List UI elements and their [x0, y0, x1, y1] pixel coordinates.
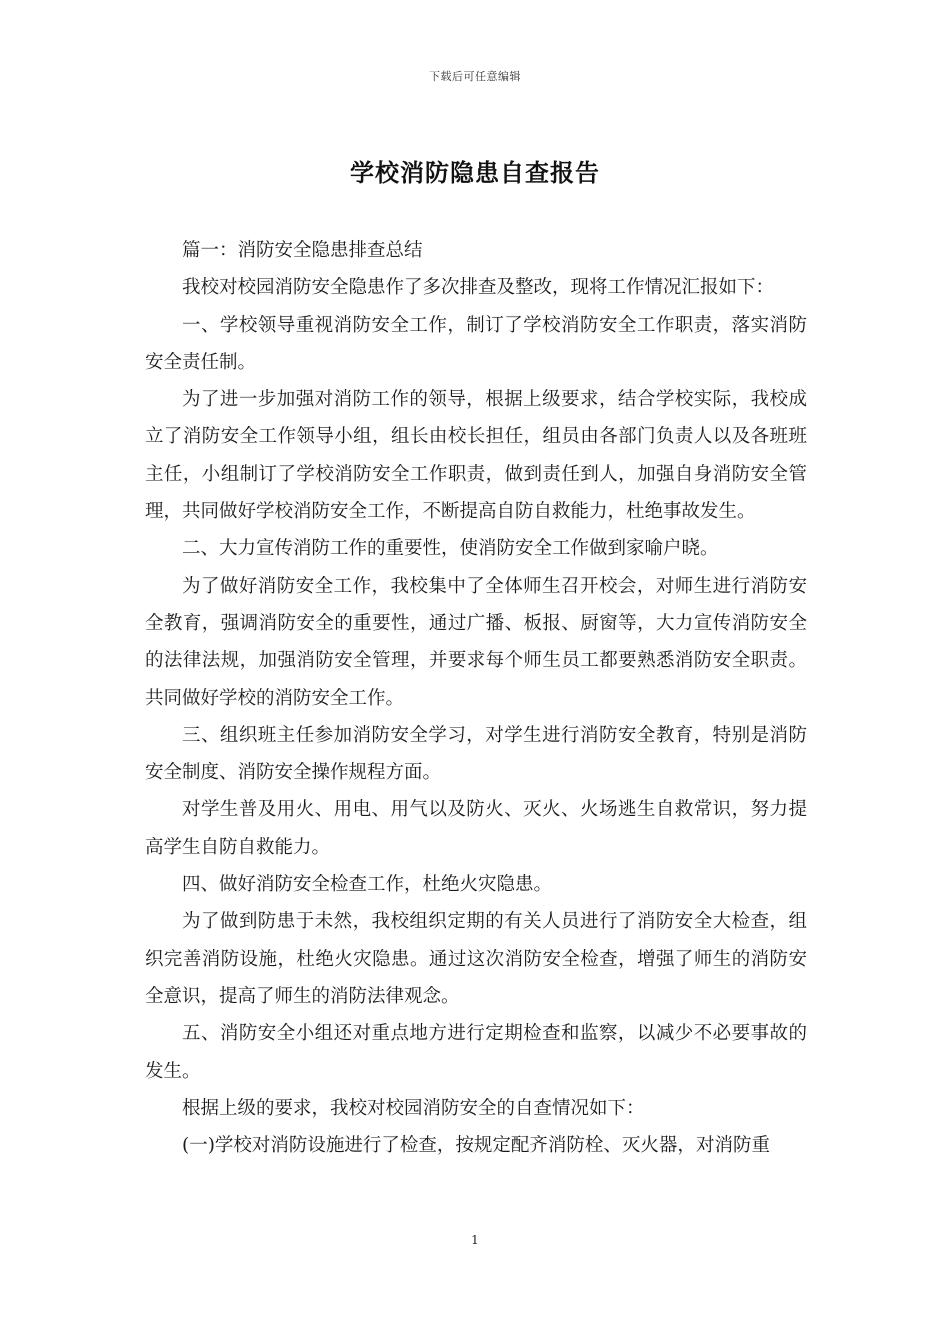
paragraph: (一)学校对消防设施进行了检查，按规定配齐消防栓、灭火器，对消防重: [182, 1135, 770, 1157]
paragraph: 五、消防安全小组还对重点地方进行定期检查和监察，以减少不必要事故的发生。: [145, 1023, 807, 1082]
page-number: 1: [471, 1233, 479, 1247]
header-note: 下载后可任意编辑: [429, 70, 521, 83]
paragraph: 为了进一步加强对消防工作的领导，根据上级要求，结合学校实际，我校成立了消防安全工作领导小组，组长由校长担任，组员由各部门负责人以及各班班主任，小组制订了学校消防安全工作职责，做到责任到人，加强自身消防安全管理，共同做好学校消防安全工作，不断提高自防自救能力，杜绝事故发生。: [145, 389, 807, 523]
paragraph: 篇一：消防安全隐患排查总结: [182, 240, 423, 261]
paragraph: 我校对校园消防安全隐患作了多次排查及整改，现将工作情况汇报如下：: [182, 277, 775, 299]
paragraph: 为了做到防患于未然，我校组织定期的有关人员进行了消防安全大检查，组织完善消防设施，杜绝火灾隐患。通过这次消防安全检查，增强了师生的消防安全意识，提高了师生的消防法律观念。: [145, 911, 807, 1007]
paragraph: 为了做好消防安全工作，我校集中了全体师生召开校会，对师生进行消防安全教育，强调消防安全的重要性，通过广播、板报、厨窗等，大力宣传消防安全的法律法规，加强消防安全管理，并要求每个师生员工都要熟悉消防安全职责。共同做好学校的消防安全工作。: [145, 575, 807, 709]
paragraph: 三、组织班主任参加消防安全学习，对学生进行消防安全教育，特别是消防安全制度、消防安全操作规程方面。: [145, 724, 807, 784]
paragraph: 四、做好消防安全检查工作，杜绝火灾隐患。: [182, 874, 553, 896]
document-body: [145, 232, 807, 1164]
paragraph: 二、大力宣传消防工作的重要性，使消防安全工作做到家喻户晓。: [182, 538, 719, 560]
document-title: 学校消防隐患自查报告: [350, 159, 600, 187]
paragraph: 对学生普及用火、用电、用气以及防火、灭火、火场逃生自救常识，努力提高学生自防自救能力。: [145, 799, 807, 858]
paragraph: 一、学校领导重视消防安全工作，制订了学校消防安全工作职责，落实消防安全责任制。: [145, 314, 807, 373]
paragraph: 根据上级的要求，我校对校园消防安全的自查情况如下：: [182, 1097, 645, 1119]
